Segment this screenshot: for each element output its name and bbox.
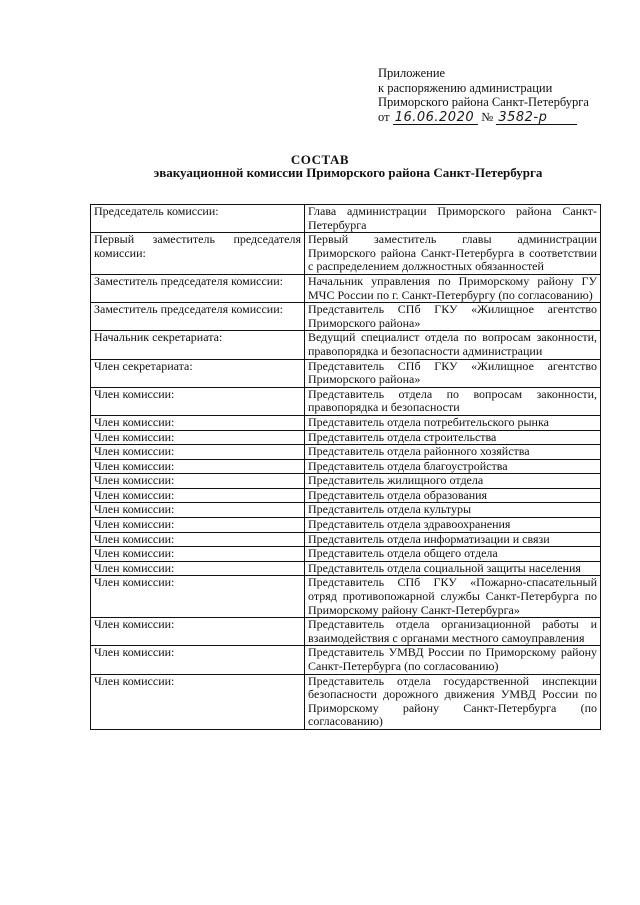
role-cell: Член комиссии: [91, 445, 305, 460]
table-row [91, 561, 601, 576]
member-cell: Представитель СПб ГКУ «Жилищное агентство Приморского района» [305, 303, 601, 331]
table-row [91, 445, 601, 460]
table-row [91, 274, 601, 302]
role-cell: Член секретариата: [91, 359, 305, 387]
role-cell: Член комиссии: [91, 415, 305, 430]
table-row [91, 547, 601, 562]
table-row [91, 474, 601, 489]
role-cell: Начальник секретариата: [91, 331, 305, 359]
table-row [91, 387, 601, 415]
table-row [91, 518, 601, 533]
appendix-block [378, 66, 618, 125]
member-cell: Представитель отдела благоустройства [305, 459, 601, 474]
member-cell: Представитель отдела организационной работы и взаимодействия с органами местного самоуправления [305, 618, 601, 646]
member-cell: Представитель отдела образования [305, 488, 601, 503]
role-cell: Член комиссии: [91, 518, 305, 533]
table-row [91, 503, 601, 518]
member-cell: Представитель отдела социальной защиты населения [305, 561, 601, 576]
date-prefix: от [378, 109, 390, 124]
role-cell: Член комиссии: [91, 646, 305, 674]
role-cell: Член комиссии: [91, 576, 305, 618]
member-cell: Первый заместитель главы администрации Приморского района Санкт-Петербурга в соответствии с распределением должностных обязанностей [305, 233, 601, 275]
member-cell: Представитель отдела здравоохранения [305, 518, 601, 533]
member-cell: Представитель отдела потребительского рынка [305, 415, 601, 430]
table-row [91, 646, 601, 674]
handwritten-date: 16.06.2020 [393, 111, 478, 125]
table-row [91, 459, 601, 474]
table-row [91, 415, 601, 430]
member-cell: Представитель отдела по вопросам законности, правопорядка и безопасности [305, 387, 601, 415]
member-cell: Представитель отдела общего отдела [305, 547, 601, 562]
table-row [91, 233, 601, 275]
role-cell: Член комиссии: [91, 561, 305, 576]
role-cell: Заместитель председателя комиссии: [91, 303, 305, 331]
document-title: СОСТАВ [290, 152, 350, 167]
document-subtitle: эвакуационной комиссии Приморского района Санкт-Петербурга [153, 165, 543, 180]
number-prefix: № [481, 109, 494, 124]
role-cell: Член комиссии: [91, 488, 305, 503]
appendix-line-3: Приморского района Санкт-Петербурга [378, 95, 589, 110]
table-row [91, 532, 601, 547]
role-cell: Член комиссии: [91, 547, 305, 562]
role-cell: Заместитель председателя комиссии: [91, 274, 305, 302]
role-cell: Член комиссии: [91, 532, 305, 547]
member-cell: Представитель отдела культуры [305, 503, 601, 518]
commission-table [90, 204, 601, 730]
member-cell: Представитель отдела информатизации и связи [305, 532, 601, 547]
role-cell: Член комиссии: [91, 618, 305, 646]
table-row [91, 618, 601, 646]
member-cell: Представитель отдела государственной инспекции безопасности дорожного движения УМВД России по Приморскому району Санкт-Петербурга (по согласованию) [305, 674, 601, 729]
table-row [91, 331, 601, 359]
table-row [91, 359, 601, 387]
table-row [91, 674, 601, 729]
table-row [91, 303, 601, 331]
table-row [91, 430, 601, 445]
member-cell: Ведущий специалист отдела по вопросам законности, правопорядка и безопасности администрации [305, 331, 601, 359]
table-row [91, 205, 601, 233]
member-cell: Начальник управления по Приморскому району ГУ МЧС России по г. Санкт-Петербургу (по согласованию) [305, 274, 601, 302]
role-cell: Член комиссии: [91, 674, 305, 729]
appendix-date-line [378, 110, 618, 125]
member-cell: Представитель СПб ГКУ «Пожарно-спасательный отряд противопожарной службы Санкт-Петербурга по Приморскому району Санкт-Петербурга» [305, 576, 601, 618]
appendix-line-2: к распоряжению администрации [378, 80, 553, 95]
role-cell: Первый заместитель председателя комиссии: [91, 233, 305, 275]
member-cell: Представитель УМВД России по Приморскому району Санкт-Петербурга (по согласованию) [305, 646, 601, 674]
member-cell: Представитель отдела строительства [305, 430, 601, 445]
role-cell: Член комиссии: [91, 430, 305, 445]
role-cell: Член комиссии: [91, 474, 305, 489]
member-cell: Представитель СПб ГКУ «Жилищное агентство Приморского района» [305, 359, 601, 387]
handwritten-number: 3582-р [496, 111, 577, 125]
table-row [91, 488, 601, 503]
member-cell: Глава администрации Приморского района Санкт-Петербурга [305, 205, 601, 233]
commission-table-body [91, 205, 601, 730]
role-cell: Член комиссии: [91, 503, 305, 518]
role-cell: Председатель комиссии: [91, 205, 305, 233]
role-cell: Член комиссии: [91, 387, 305, 415]
role-cell: Член комиссии: [91, 459, 305, 474]
member-cell: Представитель отдела районного хозяйства [305, 445, 601, 460]
member-cell: Представитель жилищного отдела [305, 474, 601, 489]
table-row [91, 576, 601, 618]
appendix-line-1: Приложение [378, 66, 446, 80]
